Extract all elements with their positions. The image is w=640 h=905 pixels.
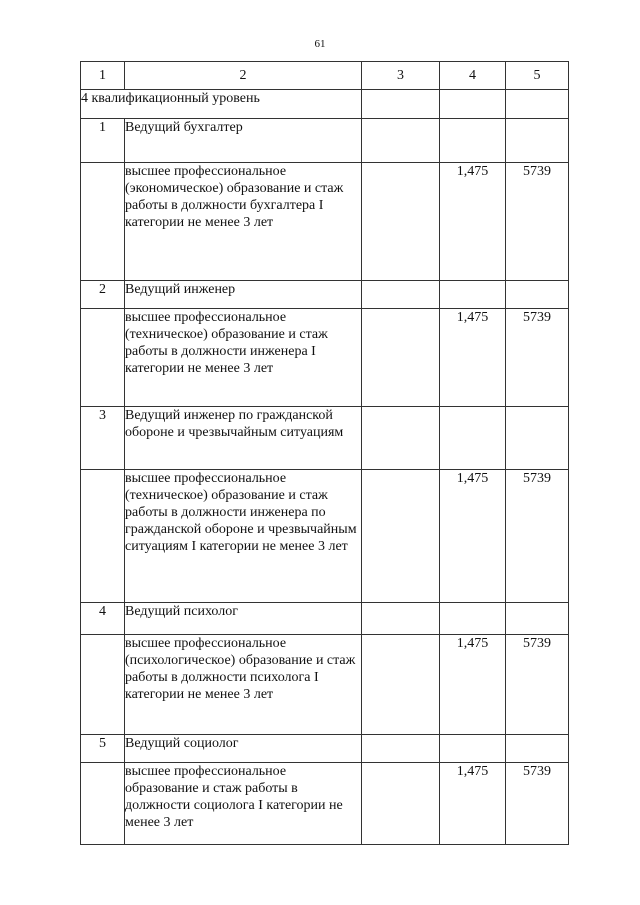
empty-cell [362, 470, 440, 603]
empty-cell [440, 407, 506, 470]
coefficient-value: 1,475 [440, 309, 506, 407]
empty-cell [362, 309, 440, 407]
table-row-requirements [81, 309, 569, 407]
coefficient-value: 1,475 [440, 470, 506, 603]
header-cell-3: 3 [362, 62, 440, 90]
empty-cell [362, 635, 440, 735]
coefficient-value: 1,475 [440, 163, 506, 281]
empty-cell [506, 735, 569, 763]
coefficient-value: 1,475 [440, 635, 506, 735]
empty-cell [362, 281, 440, 309]
empty-cell [362, 163, 440, 281]
table-row-requirements [81, 763, 569, 845]
salary-value: 5739 [506, 470, 569, 603]
salary-value: 5739 [506, 635, 569, 735]
table-row-requirements [81, 470, 569, 603]
requirements-text: высшее профессиональное (техническое) образование и стаж работы в должности инженера I категории не менее 3 лет [125, 309, 362, 407]
empty-cell [506, 407, 569, 470]
requirements-text: высшее профессиональное образование и стаж работы в должности социолога I категории не менее 3 лет [125, 763, 362, 845]
empty-cell [81, 763, 125, 845]
header-cell-1: 1 [81, 62, 125, 90]
empty-cell [440, 119, 506, 163]
position-title: Ведущий инженер [125, 281, 362, 309]
empty-cell [362, 763, 440, 845]
position-title: Ведущий психолог [125, 603, 362, 635]
empty-cell [81, 635, 125, 735]
requirements-text: высшее профессиональное (психологическое) образование и стаж работы в должности психолога I категории не менее 3 лет [125, 635, 362, 735]
empty-cell [440, 281, 506, 309]
salary-value: 5739 [506, 763, 569, 845]
empty-cell [440, 735, 506, 763]
table-row-requirements [81, 635, 569, 735]
empty-cell [81, 309, 125, 407]
empty-cell [362, 603, 440, 635]
empty-cell [81, 163, 125, 281]
row-number: 4 [81, 603, 125, 635]
empty-cell [506, 119, 569, 163]
table-row-title [81, 281, 569, 309]
level-row [81, 90, 569, 119]
row-number: 1 [81, 119, 125, 163]
row-number: 3 [81, 407, 125, 470]
empty-cell [506, 281, 569, 309]
table-row-title [81, 407, 569, 470]
row-number: 5 [81, 735, 125, 763]
empty-cell [506, 90, 569, 119]
coefficient-value: 1,475 [440, 763, 506, 845]
requirements-text: высшее профессиональное (техническое) образование и стаж работы в должности инженера по гражданской обороне и чрезвычайным ситуациям I категории не менее 3 лет [125, 470, 362, 603]
header-cell-4: 4 [440, 62, 506, 90]
salary-value: 5739 [506, 309, 569, 407]
empty-cell [81, 470, 125, 603]
position-title: Ведущий инженер по гражданской обороне и чрезвычайным ситуациям [125, 407, 362, 470]
empty-cell [440, 90, 506, 119]
empty-cell [362, 407, 440, 470]
salary-value: 5739 [506, 163, 569, 281]
table-row-title [81, 603, 569, 635]
requirements-text: высшее профессиональное (экономическое) образование и стаж работы в должности бухгалтера I категории не менее 3 лет [125, 163, 362, 281]
empty-cell [506, 603, 569, 635]
empty-cell [440, 603, 506, 635]
table-header-row [81, 62, 569, 90]
position-title: Ведущий социолог [125, 735, 362, 763]
qualification-table [80, 61, 569, 845]
level-title: 4 квалификационный уровень [81, 90, 362, 119]
row-number: 2 [81, 281, 125, 309]
header-cell-5: 5 [506, 62, 569, 90]
empty-cell [362, 119, 440, 163]
page-number: 61 [314, 38, 326, 50]
position-title: Ведущий бухгалтер [125, 119, 362, 163]
table-row-title [81, 119, 569, 163]
empty-cell [362, 90, 440, 119]
header-cell-2: 2 [125, 62, 362, 90]
table-row-requirements [81, 163, 569, 281]
empty-cell [362, 735, 440, 763]
table-row-title [81, 735, 569, 763]
